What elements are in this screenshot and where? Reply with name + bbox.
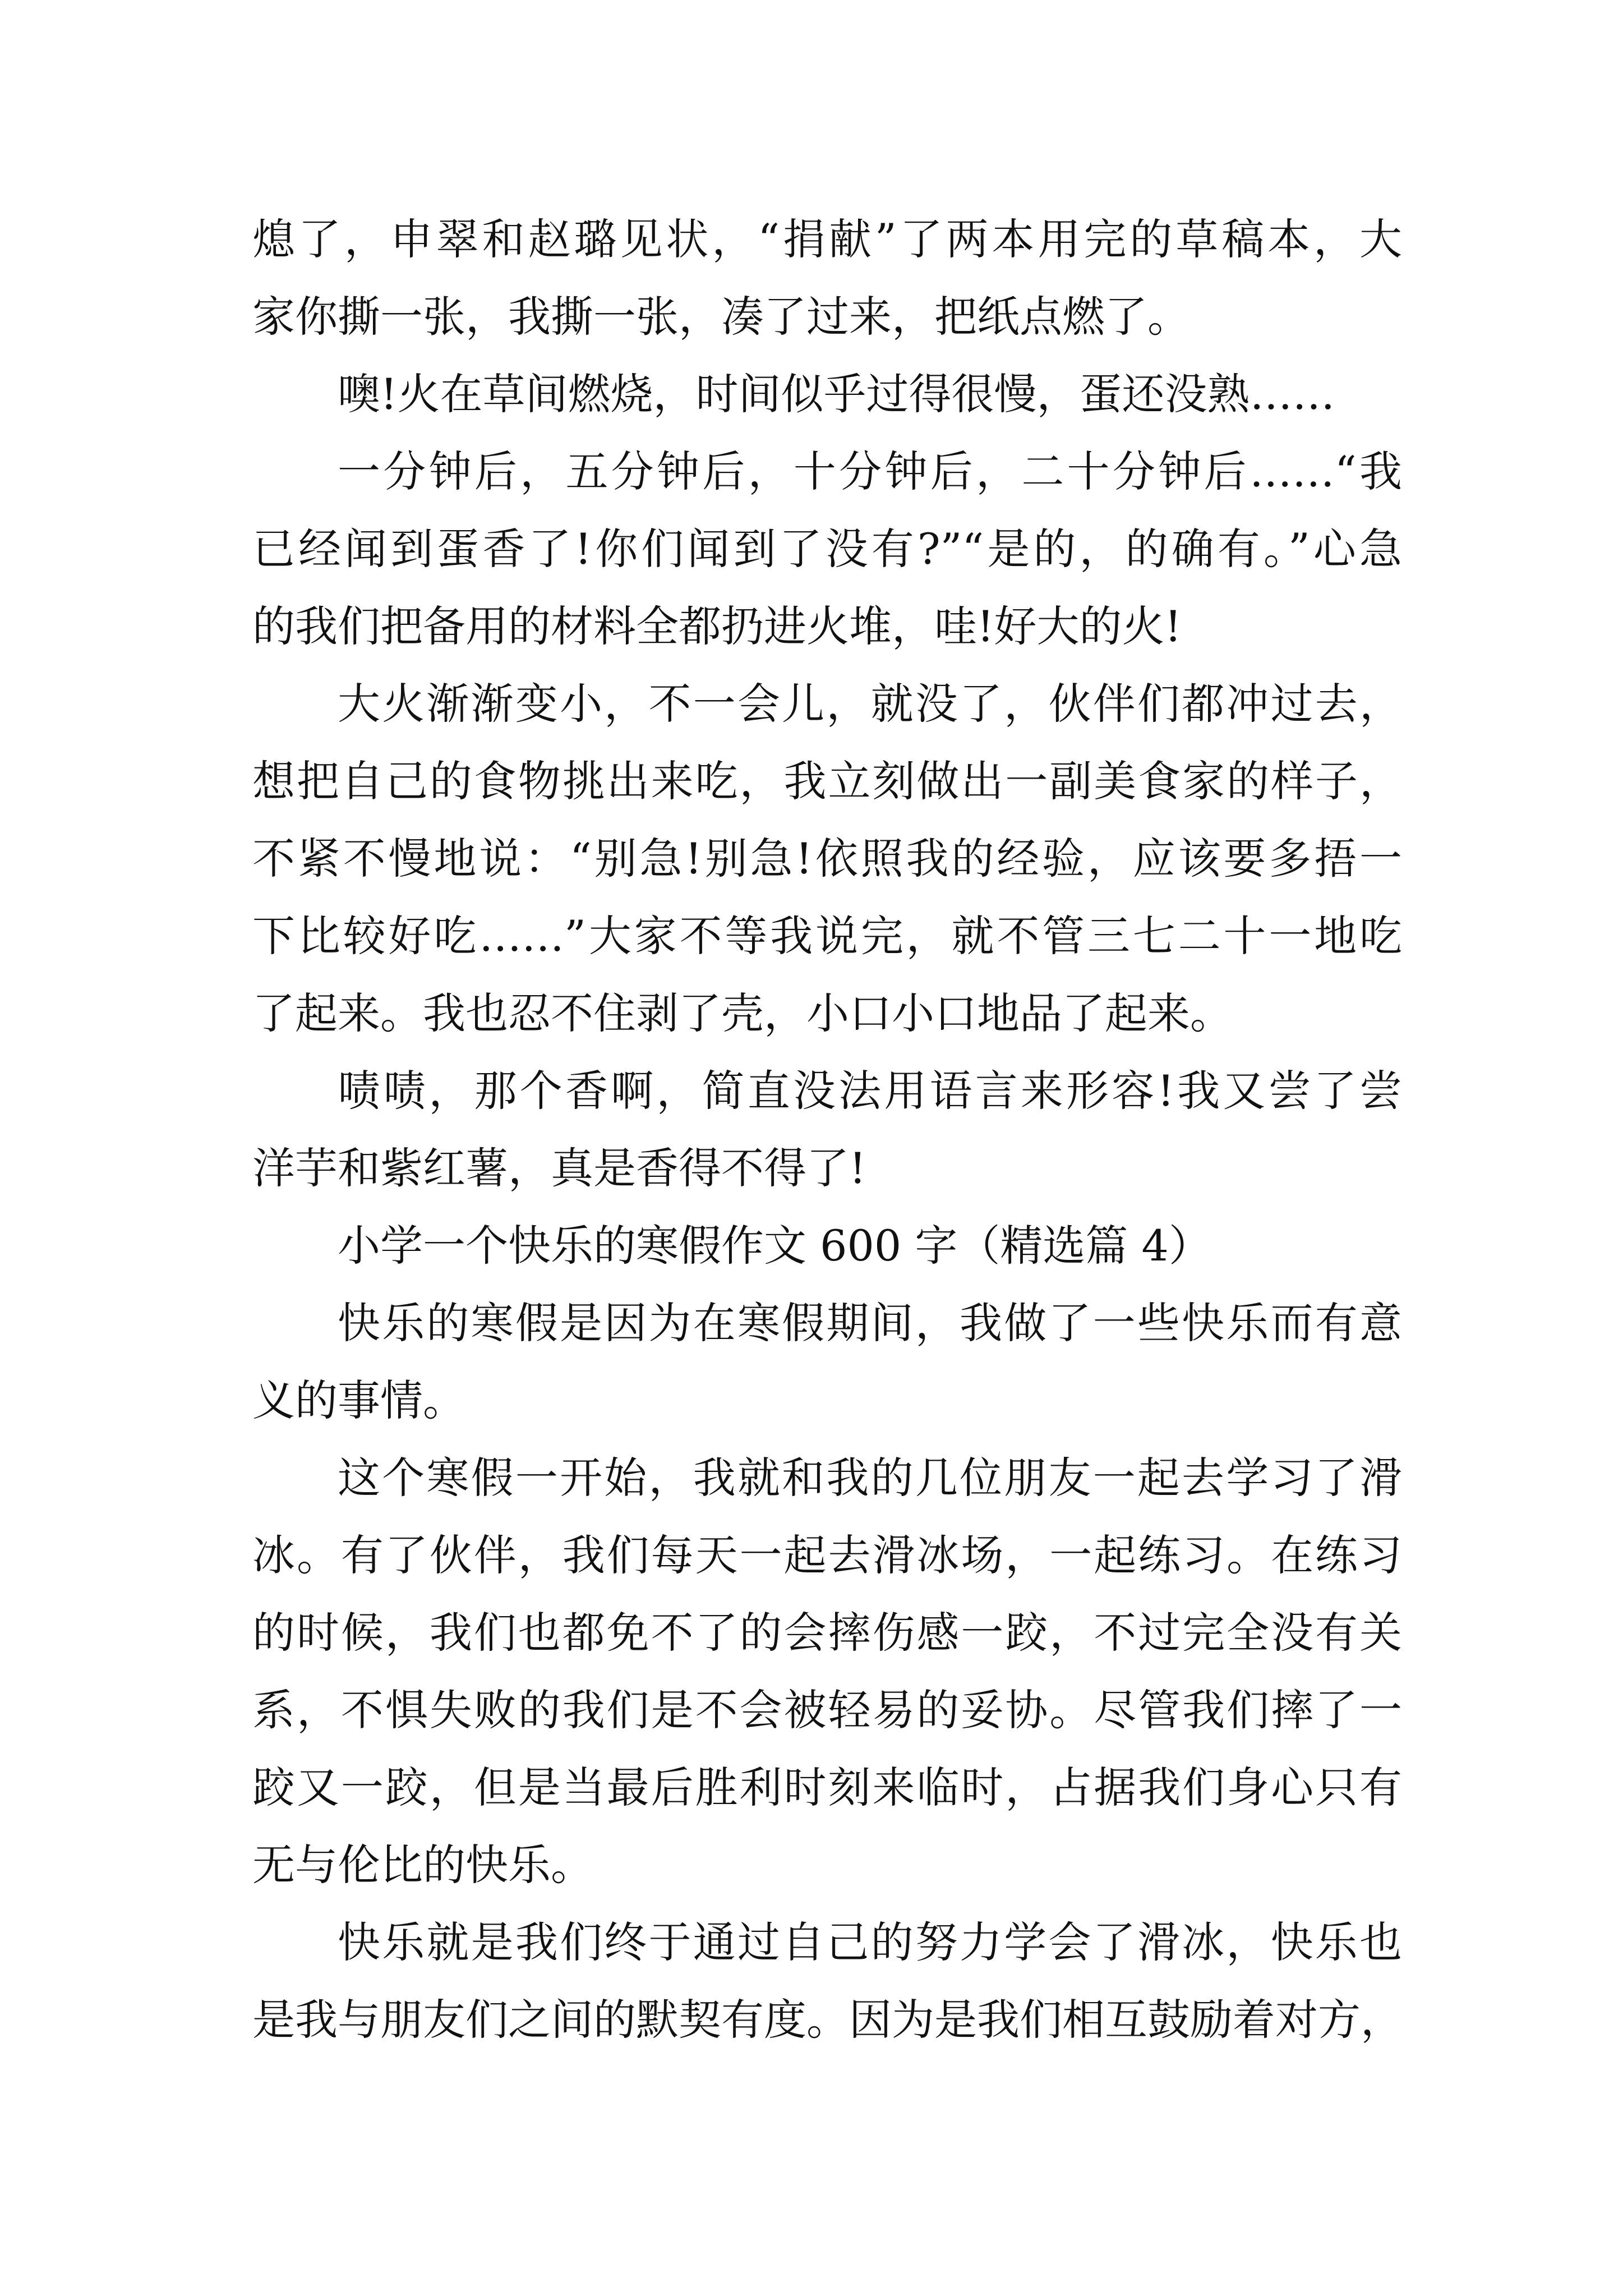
text-line: 不紧不慢地说：“别急!别急!依照我的经验，应该要多捂一: [252, 834, 1402, 884]
text-line: 系，不惧失败的我们是不会被轻易的妥协。尽管我们摔了一: [252, 1685, 1402, 1735]
document-page: [252, 201, 1402, 2059]
text-line: 家你撕一张，我撕一张，凑了过来，把纸点燃了。: [252, 292, 1190, 342]
section-heading: 小学一个快乐的寒假作文 600 字（精选篇 4）: [338, 1221, 1211, 1271]
text-line: 了起来。我也忍不住剥了壳，小口小口地品了起来。: [252, 988, 1233, 1038]
text-line: 的时候，我们也都免不了的会摔伤感一跤，不过完全没有关: [252, 1608, 1402, 1658]
text-line: 下比较好吃……”大家不等我说完，就不管三七二十一地吃: [252, 911, 1402, 961]
text-line: 已经闻到蛋香了!你们闻到了没有?”“是的，的确有。”心急: [252, 524, 1402, 574]
text-line: 无与伦比的快乐。: [252, 1840, 593, 1890]
text-line: 跤又一跤，但是当最后胜利时刻来临时，占据我们身心只有: [252, 1763, 1402, 1812]
text-line: 义的事情。: [252, 1375, 465, 1425]
text-line: 啧啧，那个香啊，简直没法用语言来形容!我又尝了尝: [338, 1066, 1402, 1116]
text-line: 快乐就是我们终于通过自己的努力学会了滑冰，快乐也: [338, 1917, 1402, 1967]
text-line: 冰。有了伙伴，我们每天一起去滑冰场，一起练习。在练习: [252, 1530, 1402, 1580]
text-line: 快乐的寒假是因为在寒假期间，我做了一些快乐而有意: [338, 1298, 1402, 1348]
text-line: 一分钟后，五分钟后，十分钟后，二十分钟后……“我: [338, 447, 1402, 496]
text-line: 是我与朋友们之间的默契有度。因为是我们相互鼓励着对方，: [252, 1995, 1403, 2045]
text-line: 大火渐渐变小，不一会儿，就没了，伙伴们都冲过去，: [338, 679, 1402, 729]
text-line: 熄了，申翠和赵璐见状，“捐献”了两本用完的草稿本，大: [252, 214, 1402, 264]
text-line: 想把自己的食物挑出来吃，我立刻做出一副美食家的样子，: [252, 756, 1402, 806]
text-line: 洋芋和紫红薯，真是香得不得了!: [252, 1143, 866, 1193]
text-line: 的我们把备用的材料全都扔进火堆，哇!好大的火!: [252, 601, 1182, 651]
text-line: 噢!火在草间燃烧，时间似乎过得很慢，蛋还没熟……: [338, 369, 1335, 419]
text-line: 这个寒假一开始，我就和我的几位朋友一起去学习了滑: [338, 1453, 1402, 1503]
